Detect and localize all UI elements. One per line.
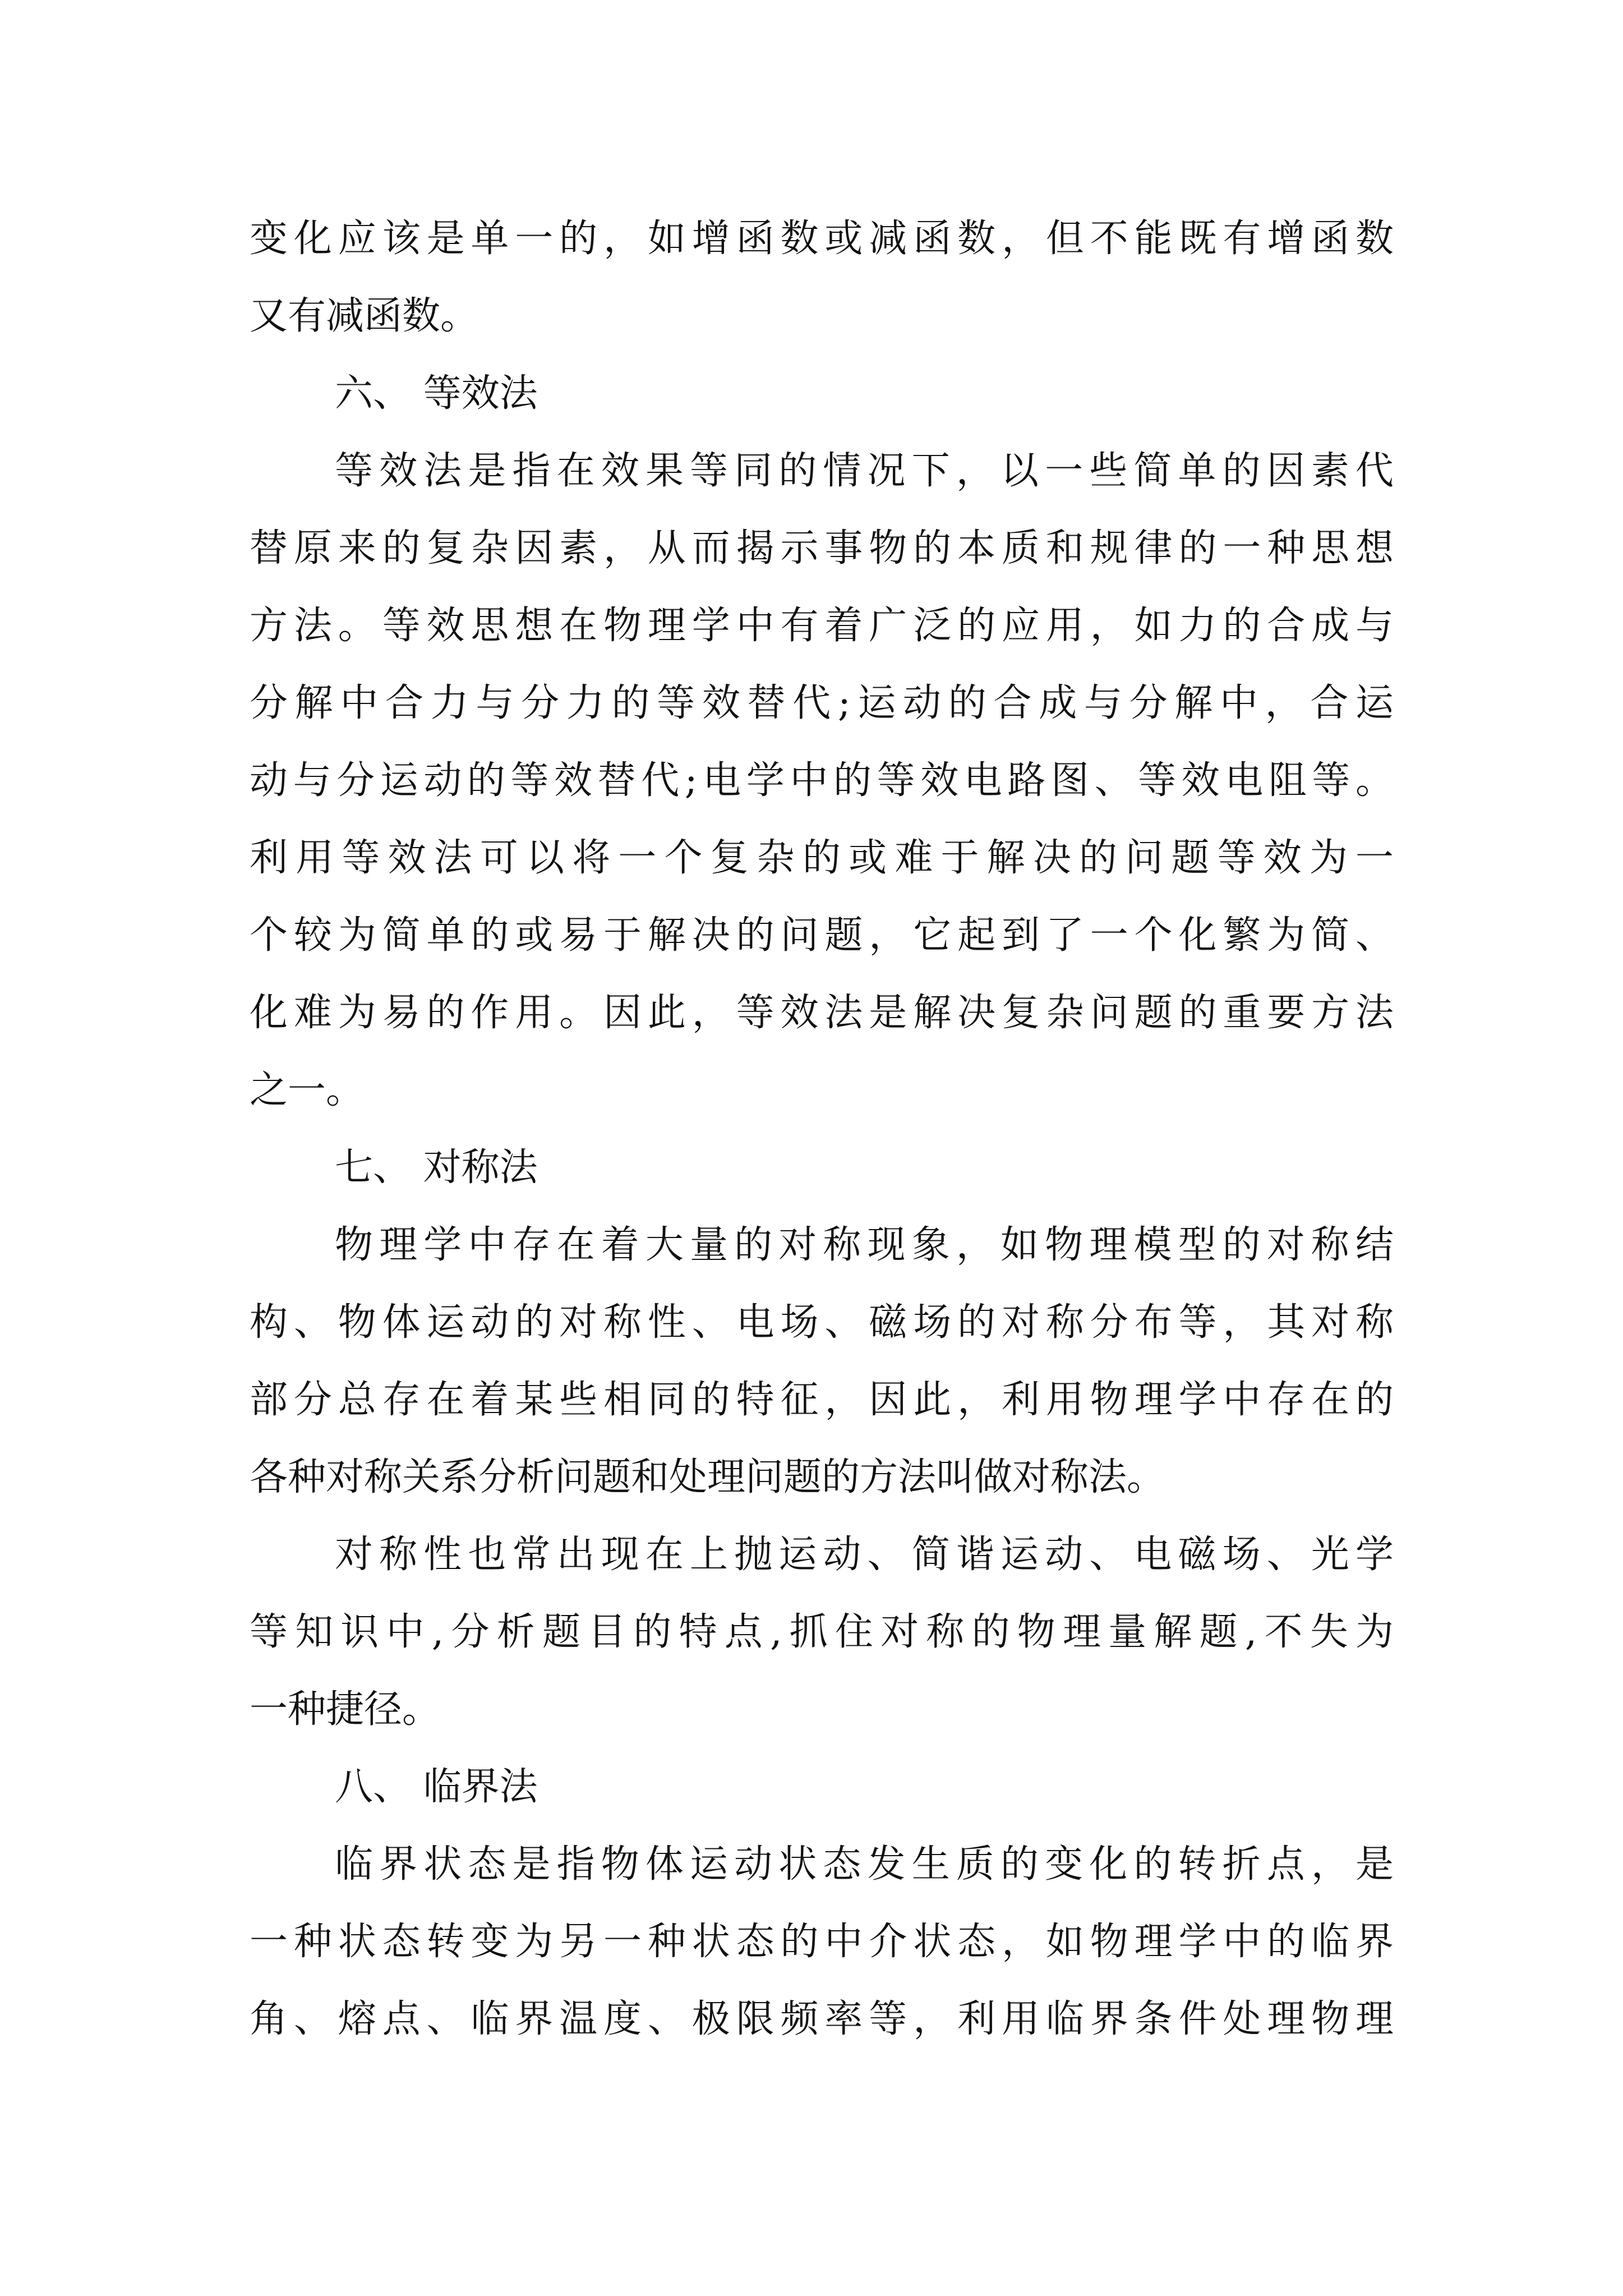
text-line: 变化应该是单一的，如增函数或减函数，但不能既有增函数	[250, 217, 1394, 261]
text-line: 部分总存在着某些相同的特征，因此，利用物理学中存在的	[250, 1378, 1394, 1422]
text-line: 一种捷径。	[250, 1687, 441, 1732]
text-line: 物理学中存在着大量的对称现象，如物理模型的对称结	[335, 1223, 1394, 1267]
text-line: 临界状态是指物体运动状态发生质的变化的转折点，是	[335, 1842, 1394, 1887]
text-line: 个较为简单的或易于解决的问题，它起到了一个化繁为简、	[250, 913, 1394, 958]
text-line: 对称性也常出现在上抛运动、简谐运动、电磁场、光学	[335, 1533, 1394, 1577]
text-line: 又有减函数。	[250, 294, 479, 338]
section-heading: 八、 临界法	[335, 1765, 538, 1809]
text-line: 替原来的复杂因素，从而揭示事物的本质和规律的一种思想	[250, 526, 1394, 570]
text-line: 方法。等效思想在物理学中有着广泛的应用，如力的合成与	[250, 604, 1394, 648]
text-line: 动与分运动的等效替代;电学中的等效电路图、等效电阻等。	[250, 758, 1394, 803]
text-line: 等效法是指在效果等同的情况下，以一些简单的因素代	[335, 449, 1394, 493]
text-line: 分解中合力与分力的等效替代;运动的合成与分解中，合运	[250, 681, 1394, 725]
text-line: 构、物体运动的对称性、电场、磁场的对称分布等，其对称	[250, 1300, 1394, 1345]
text-line: 一种状态转变为另一种状态的中介状态，如物理学中的临界	[250, 1920, 1394, 1964]
section-heading: 七、 对称法	[335, 1145, 538, 1190]
text-line: 角、熔点、临界温度、极限频率等，利用临界条件处理物理	[250, 1997, 1394, 2041]
section-heading: 六、 等效法	[335, 371, 538, 416]
text-line: 各种对称关系分析问题和处理问题的方法叫做对称法。	[250, 1455, 1165, 1499]
text-line: 等知识中,分析题目的特点,抓住对称的物理量解题,不失为	[250, 1610, 1394, 1654]
text-line: 之一。	[250, 1068, 365, 1112]
text-line: 化难为易的作用。因此，等效法是解决复杂问题的重要方法	[250, 991, 1394, 1035]
text-line: 利用等效法可以将一个复杂的或难于解决的问题等效为一	[250, 836, 1394, 880]
